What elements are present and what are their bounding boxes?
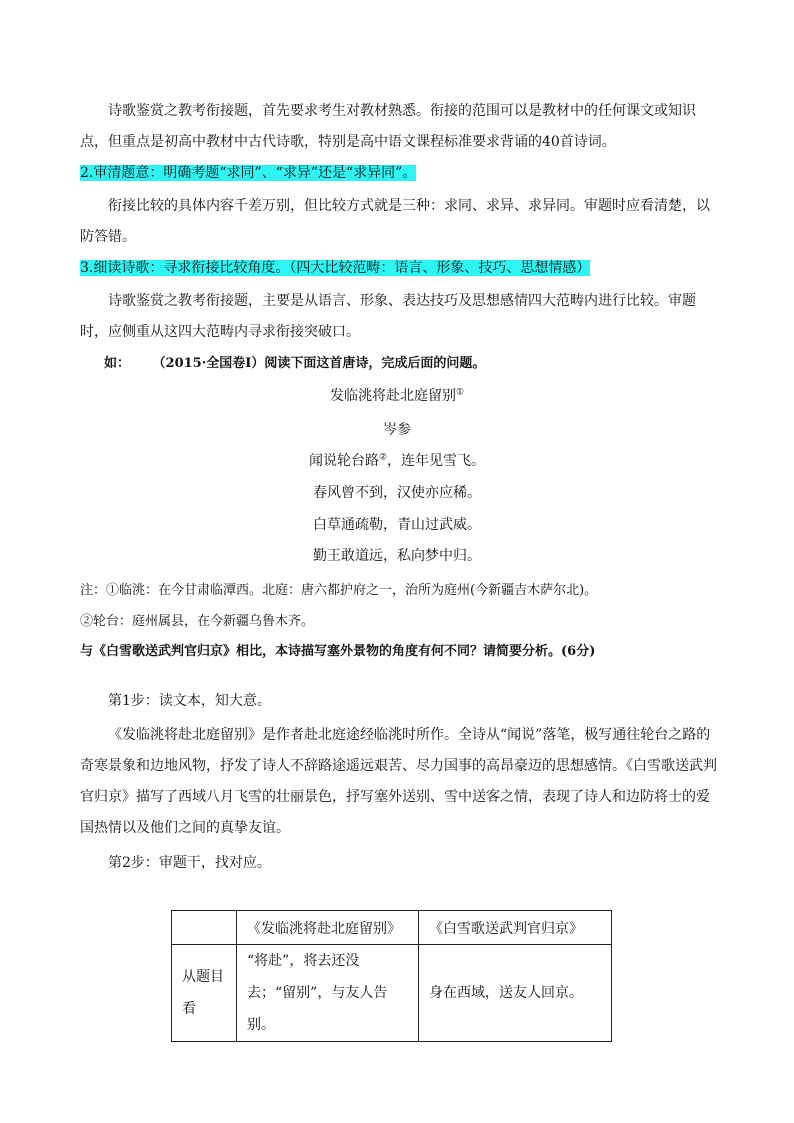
- poem-title-footnote: ①: [455, 387, 465, 398]
- paragraph-comparison: 衔接比较的具体内容千差万别，但比较方式就是三种：求同、求异、求异同。审题时应看清楚，以防答错。: [80, 198, 710, 245]
- example-prefix: 如：: [104, 356, 131, 371]
- note-2: ②轮台：庭州属县，在今新疆乌鲁木齐。: [80, 614, 315, 629]
- poem-line-1-footnote: ②: [378, 452, 388, 463]
- step-1-paragraph: 《发临洮将赴北庭留别》是作者赴北庭途经临洮时所作。全诗从“闻说”落笔，极写通往轮台之路的奇寒景象和边地风物，抒发了诗人不辞路途遥远艰苦、尽力国事的高昂豪迈的思想感情。《白雪歌送武判官归京》描写了西域八月飞雪的壮丽景色，抒写塞外送别、雪中送客之情，表现了诗人和边防将士的爱国热情以及他们之间的真挚友谊。: [80, 727, 717, 836]
- table-row-label: 从题目看: [172, 945, 237, 1042]
- table-header-cell-poem-1: 《发临洮将赴北庭留别》: [237, 911, 419, 945]
- poem-line-1-a: 闻说轮台路: [308, 453, 379, 469]
- heading-step-2: [80, 158, 416, 189]
- paragraph-intro: 诗歌鉴赏之教考衔接题，首先要求考生对教材熟悉。衔接的范围可以是教材中的任何课文或知识点，但重点是初高中教材中古代诗歌，特别是高中语文课程标准要求背诵的40首诗词。: [80, 103, 696, 150]
- poem-line-1-b: ，连年见雪飞。: [387, 453, 486, 469]
- example-text: （2015·全国卷Ⅰ）阅读下面这首唐诗，完成后面的问题。: [152, 356, 486, 371]
- poem-line-2: 春风曾不到，汉使亦应稀。: [313, 485, 481, 501]
- paragraph-categories: 诗歌鉴赏之教考衔接题，主要是从语言、形象、表达技巧及思想感情四大范畴内进行比较。审题时，应侧重从这四大范畴内寻求衔接突破口。: [80, 293, 696, 340]
- table-row: [172, 945, 612, 1042]
- table-header-row: [172, 911, 612, 945]
- highlight-heading-3: 3.细读诗歌：寻求衔接比较角度。（四大比较范畴：语言、形象、技巧、思想情感）: [80, 260, 591, 276]
- poem-title: [0, 386, 794, 406]
- note-1: 注：①临洮：在今甘肃临潭西。北庭：唐六都护府之一，治所为庭州(今新疆吉木萨尔北)。: [80, 583, 598, 598]
- table-cell-poem-2: 身在西域，送友人回京。: [419, 945, 612, 1042]
- example-line: [104, 348, 485, 379]
- poem-line-3: 白草通疏勒，青山过武威。: [313, 517, 481, 533]
- comparison-table: [171, 910, 612, 1042]
- heading-step-3: [80, 253, 590, 284]
- poem-line-4: 勤王敢道远，私向梦中归。: [313, 548, 481, 564]
- step-1-heading: 第1步：读文本，知大意。: [108, 693, 271, 709]
- step-2-heading: 第2步：审题干，找对应。: [108, 855, 271, 871]
- poem-title-text: 发临洮将赴北庭留别: [329, 388, 456, 404]
- poem-author: 岑参: [383, 422, 411, 438]
- poem-line-1: [0, 451, 794, 471]
- table-cell-poem-1: “将赴”，将去还没去；“留别”，与友人告别。: [237, 945, 419, 1042]
- table-header-cell-empty: [172, 911, 237, 945]
- question-text: 与《白雪歌送武判官归京》相比，本诗描写塞外景物的角度有何不同？请简要分析。(6分): [80, 644, 596, 659]
- highlight-heading-2: 2.审清题意：明确考题“求同”、“求异”还是“求异同”。: [80, 165, 417, 181]
- table-header-cell-poem-2: 《白雪歌送武判官归京》: [419, 911, 612, 945]
